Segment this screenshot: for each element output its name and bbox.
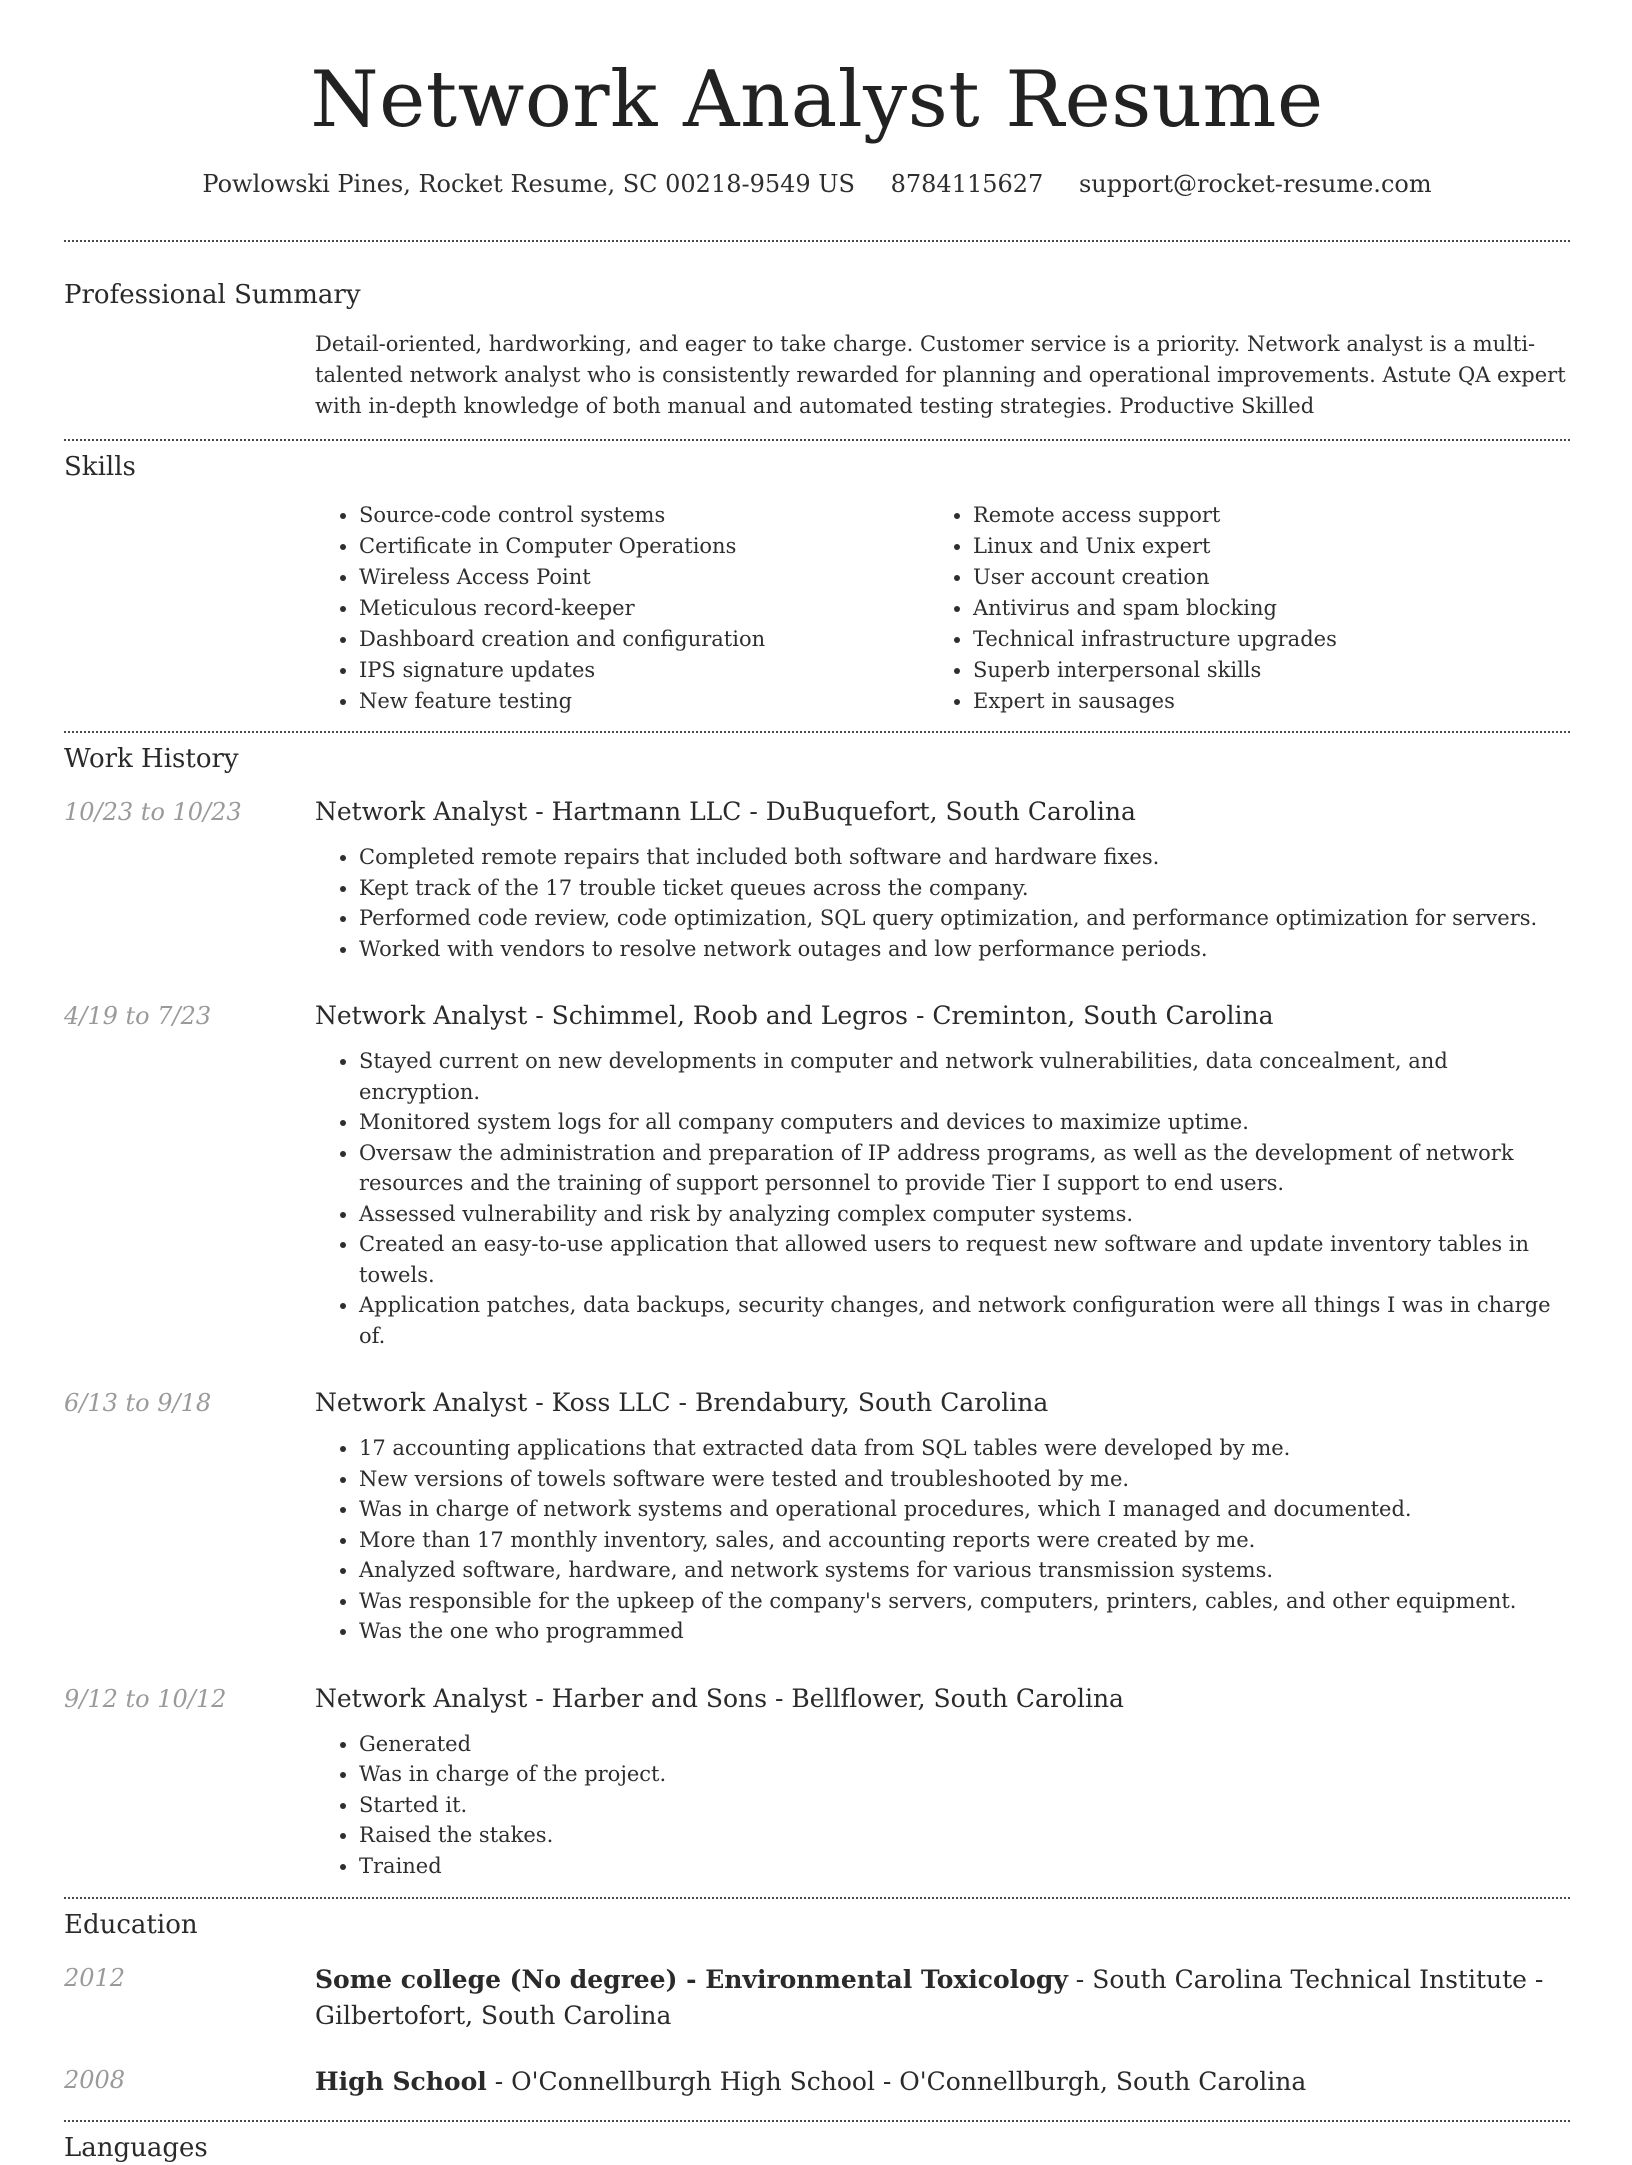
resume-page xyxy=(64,0,1570,2165)
job-bullet: • Created an easy-to-use application that allowed users to request new software and update inventory tables in towels. xyxy=(359,1229,1570,1290)
job-dates: 6/13 to 9/18 xyxy=(64,1389,212,1417)
skill-item: • Certificate in Computer Operations xyxy=(359,531,929,562)
job-bullet: • Was the one who programmed xyxy=(359,1616,1570,1647)
skill-item: • Meticulous record-keeper xyxy=(359,593,929,624)
job-dates: 4/19 to 7/23 xyxy=(64,1002,212,1030)
education-school: - South Carolina Technical Institute - Gilbertofort, South Carolina xyxy=(315,1965,1544,2030)
job-bullet: • Generated xyxy=(359,1729,1570,1760)
education-heading: Education xyxy=(64,1910,198,1940)
summary-text: Detail-oriented, hardworking, and eager to take charge. Customer service is a priority. Network analyst is a multi-talented network analyst who is consistently rewarded for planning and operational improvements. Astute QA expert with in-depth knowledge of both manual and automated testing strategies. Productive Skilled xyxy=(315,332,1566,418)
job-dates: 9/12 to 10/12 xyxy=(64,1684,227,1713)
job-bullet: • New versions of towels software were tested and troubleshooted by me. xyxy=(359,1464,1570,1495)
resume-title: Network Analyst Resume xyxy=(310,55,1324,145)
education-entry xyxy=(64,1962,1570,2034)
work-heading: Work History xyxy=(64,744,239,774)
job-bullet: • Stayed current on new developments in computer and network vulnerabilities, data concealment, and encryption. xyxy=(359,1046,1570,1107)
skill-item: • Wireless Access Point xyxy=(359,562,929,593)
job-bullet: • Was in charge of network systems and operational procedures, which I managed and documented. xyxy=(359,1494,1570,1525)
job-bullet: • Worked with vendors to resolve network outages and low performance periods. xyxy=(359,934,1570,965)
job-bullet: • Trained xyxy=(359,1851,1570,1882)
skills-grid xyxy=(315,500,1570,717)
education-title xyxy=(315,1962,1570,2034)
summary-heading: Professional Summary xyxy=(64,280,361,310)
job-title: Network Analyst - Schimmel, Roob and Legros - Creminton, South Carolina xyxy=(315,1001,1274,1030)
skills-section xyxy=(64,441,1570,717)
education-degree: Some college (No degree) - Environmental Toxicology xyxy=(315,1965,1068,1994)
education-entry xyxy=(64,2064,1570,2100)
job-entry xyxy=(64,796,1570,964)
skill-item: • New feature testing xyxy=(359,686,929,717)
job-entry xyxy=(64,1000,1570,1351)
job-bullet: • Assessed vulnerability and risk by analyzing complex computer systems. xyxy=(359,1199,1570,1230)
education-year: 2008 xyxy=(64,2066,126,2094)
skill-item: • Technical infrastructure upgrades xyxy=(973,624,1543,655)
summary-section xyxy=(64,242,1570,422)
skills-heading: Skills xyxy=(64,452,136,482)
job-bullet: • 17 accounting applications that extracted data from SQL tables were developed by me. xyxy=(359,1433,1570,1464)
education-title xyxy=(315,2064,1570,2100)
skill-item: • Dashboard creation and configuration xyxy=(359,624,929,655)
job-bullet: • Kept track of the 17 trouble ticket queues across the company. xyxy=(359,873,1570,904)
job-bullet: • Completed remote repairs that included both software and hardware fixes. xyxy=(359,842,1570,873)
job-bullet: • Oversaw the administration and preparation of IP address programs, as well as the development of network resources and the training of support personnel to provide Tier I support to end users. xyxy=(359,1138,1570,1199)
job-title: Network Analyst - Harber and Sons - Bellflower, South Carolina xyxy=(315,1683,1124,1713)
skill-item: • Source-code control systems xyxy=(359,500,929,531)
job-bullets xyxy=(315,1729,1570,1882)
skill-item: • User account creation xyxy=(973,562,1543,593)
education-section xyxy=(64,1899,1570,2100)
contact-phone: 8784115627 xyxy=(890,170,1044,198)
job-dates: 10/23 to 10/23 xyxy=(64,798,242,826)
job-entry xyxy=(64,1387,1570,1647)
job-bullet: • Was in charge of the project. xyxy=(359,1759,1570,1790)
job-title: Network Analyst - Hartmann LLC - DuBuquefort, South Carolina xyxy=(315,797,1136,826)
skill-item: • Linux and Unix expert xyxy=(973,531,1543,562)
education-year: 2012 xyxy=(64,1964,126,1992)
skill-item: • Expert in sausages xyxy=(973,686,1543,717)
job-bullets xyxy=(315,1046,1570,1351)
work-section xyxy=(64,733,1570,1881)
skills-list-left xyxy=(315,500,929,717)
job-bullet: • Raised the stakes. xyxy=(359,1820,1570,1851)
skill-item: • Antivirus and spam blocking xyxy=(973,593,1543,624)
job-bullet: • Application patches, data backups, security changes, and network configuration were all things I was in charge of. xyxy=(359,1290,1570,1351)
skill-item: • IPS signature updates xyxy=(359,655,929,686)
contact-email: support@rocket-resume.com xyxy=(1078,170,1432,198)
job-bullet: • Performed code review, code optimization, SQL query optimization, and performance optimization for servers. xyxy=(359,903,1570,934)
job-bullets xyxy=(315,1433,1570,1647)
contact-line xyxy=(64,168,1570,200)
languages-heading: Languages xyxy=(64,2133,208,2163)
contact-address: Powlowski Pines, Rocket Resume, SC 00218-9549 US xyxy=(202,170,855,198)
job-title: Network Analyst - Koss LLC - Brendabury, South Carolina xyxy=(315,1388,1049,1417)
education-degree: High School xyxy=(315,2067,487,2096)
job-bullet: • Was responsible for the upkeep of the company's servers, computers, printers, cables, and other equipment. xyxy=(359,1586,1570,1617)
job-bullet: • Started it. xyxy=(359,1790,1570,1821)
skill-item: • Remote access support xyxy=(973,500,1543,531)
languages-section xyxy=(64,2122,1570,2165)
job-bullet: • Analyzed software, hardware, and network systems for various transmission systems. xyxy=(359,1555,1570,1586)
job-bullets xyxy=(315,842,1570,964)
job-bullet: • More than 17 monthly inventory, sales, and accounting reports were created by me. xyxy=(359,1525,1570,1556)
skills-list-right xyxy=(929,500,1543,717)
job-bullet: • Monitored system logs for all company computers and devices to maximize uptime. xyxy=(359,1107,1570,1138)
job-entry xyxy=(64,1683,1570,1882)
skill-item: • Superb interpersonal skills xyxy=(973,655,1543,686)
education-school: - O'Connellburgh High School - O'Connellburgh, South Carolina xyxy=(486,2067,1307,2096)
